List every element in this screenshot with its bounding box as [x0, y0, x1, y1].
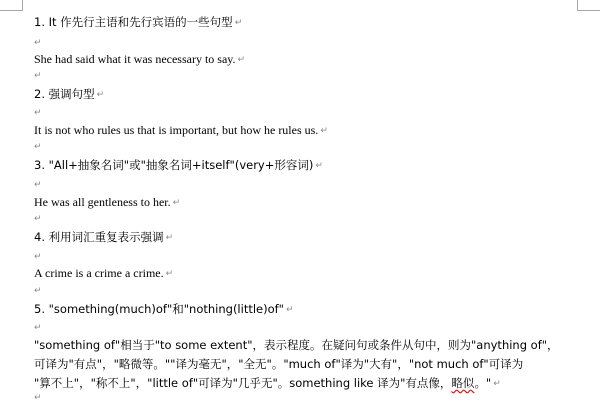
- heading-5-text: 5. "something(much)of"和"nothing(little)of": [34, 302, 284, 316]
- page-corner-mark-right: [577, 0, 600, 11]
- heading-1-text: 1. It 作先行主语和先行宾语的一些句型: [34, 15, 233, 29]
- heading-3-text: 3. "All+抽象名词"或"抽象名词+itself"(very+形容词): [34, 158, 314, 172]
- heading-1: [34, 15, 242, 30]
- empty-paragraph-icon: ↵: [34, 252, 42, 262]
- paragraph-mark-icon: ↵: [172, 198, 181, 208]
- explanation-line-1: "something of"相当于"to some extent"，表示程度。在疑问句或条件从句中，则为"anything of"，: [34, 338, 559, 352]
- explanation-line-3: [34, 376, 501, 391]
- example-4: [34, 266, 173, 281]
- example-3-text: He was all gentleness to her.: [34, 195, 171, 209]
- empty-paragraph-icon: ↵: [34, 108, 42, 118]
- empty-paragraph-icon: ↵: [34, 180, 42, 190]
- empty-paragraph-icon: ↵: [34, 38, 42, 48]
- empty-paragraph-icon: ↵: [34, 214, 42, 224]
- paragraph-mark-icon: ↵: [234, 18, 243, 28]
- heading-4-text: 4. 利用词汇重复表示强调: [34, 230, 164, 244]
- paragraph-mark-icon: ↵: [493, 379, 501, 389]
- example-2: [34, 123, 328, 138]
- heading-5: [34, 302, 294, 317]
- paragraph-mark-icon: ↵: [96, 90, 105, 100]
- explanation-line-3-text: "算不上"，"称不上"，"little of"可译为"几乎无"。something like 译为"有点像，: [34, 376, 452, 390]
- spelling-flag-text: 略似: [451, 376, 475, 390]
- paragraph-mark-icon: ↵: [315, 161, 323, 171]
- heading-3: [34, 158, 323, 173]
- explanation-line-2: 可译为"有点"，"略微等。""译为毫无"，"全无"。"much of"译为"大有"，"not much of"可译为: [34, 357, 524, 371]
- heading-2-text: 2. 强调句型: [34, 87, 95, 101]
- paragraph-mark-icon: ↵: [165, 269, 174, 279]
- paragraph-mark-icon: ↵: [165, 233, 174, 243]
- example-4-text: A crime is a crime a crime.: [34, 266, 164, 280]
- example-3: [34, 195, 180, 210]
- empty-paragraph-icon: ↵: [34, 286, 42, 296]
- empty-paragraph-icon: ↵: [34, 393, 42, 403]
- paragraph-mark-icon: ↵: [237, 55, 246, 65]
- paragraph-mark-icon: ↵: [320, 126, 328, 136]
- empty-paragraph-icon: ↵: [34, 71, 42, 81]
- heading-4: [34, 230, 173, 245]
- empty-paragraph-icon: ↵: [34, 142, 42, 152]
- example-1-text: She had said what it was necessary to say.: [34, 52, 236, 66]
- heading-2: [34, 87, 104, 102]
- example-1: [34, 52, 245, 67]
- paragraph-mark-icon: ↵: [285, 305, 294, 315]
- example-2-text: It is not who rules us that is important, but how he rules us.: [34, 123, 319, 137]
- explanation-line-3-end: 。": [474, 376, 492, 390]
- empty-paragraph-icon: ↵: [34, 323, 42, 333]
- page-corner-mark-left: [0, 0, 23, 11]
